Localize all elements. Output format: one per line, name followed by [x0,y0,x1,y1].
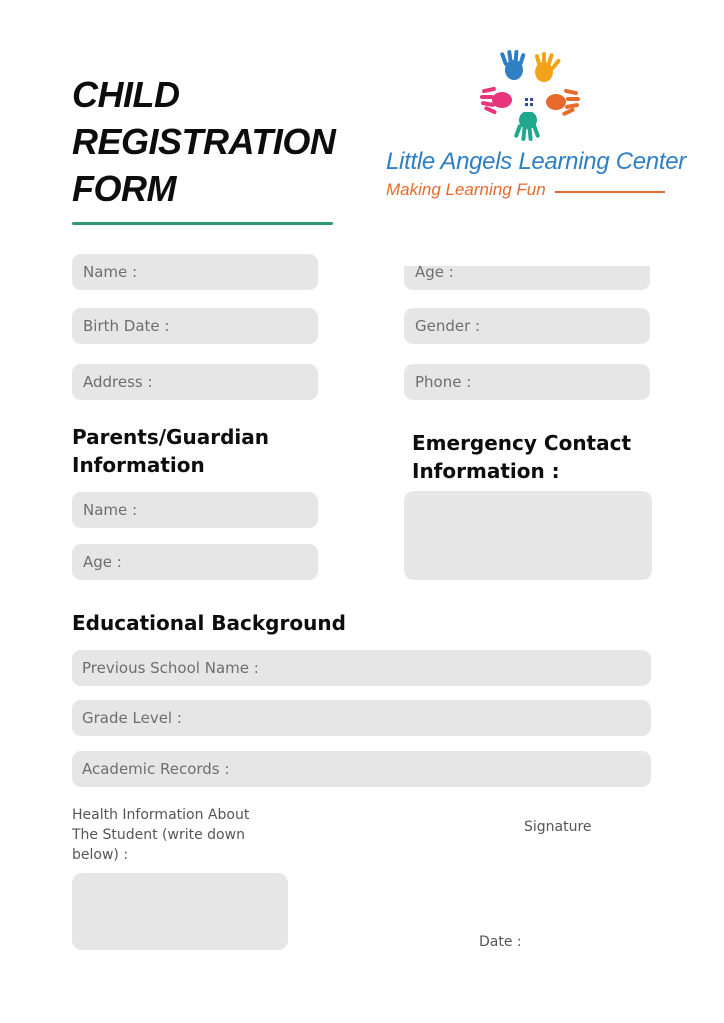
child-age-field[interactable] [404,266,650,290]
parent-age-label: Age : [83,553,122,571]
pink-hand-icon [480,87,512,115]
parent-age-field[interactable] [72,544,318,580]
logo-tagline: Making Learning Fun [386,180,546,199]
emergency-heading-line-2: Information : [412,459,560,483]
address-label: Address : [83,373,153,391]
date-label: Date : [479,934,522,950]
parent-name-field[interactable] [72,492,318,528]
form-title-line-2: REGISTRATION [72,121,336,162]
grade-level-label: Grade Level : [82,709,182,727]
phone-field[interactable] [404,364,650,400]
house-icon [514,82,544,112]
emergency-contact-box[interactable] [404,491,652,580]
health-info-line-3: below) : [72,847,129,863]
orange-hand-icon [546,89,580,117]
birth-date-field[interactable] [72,308,318,344]
gender-label: Gender : [415,317,481,335]
logo-center-name: Little Angels Learning Center [386,148,686,175]
form-title-line-3: FORM [72,168,176,209]
grade-level-field[interactable] [72,700,651,736]
title-underline [72,222,333,225]
child-age-label: Age : [415,266,454,281]
education-heading: Educational Background [72,611,346,635]
child-name-label: Name : [83,263,138,281]
previous-school-field[interactable] [72,650,651,686]
hands-house-logo [480,50,580,142]
academic-records-field[interactable] [72,751,651,787]
health-info-line-1: Health Information About [72,807,250,823]
signature-label: Signature [524,819,592,835]
gender-field[interactable] [404,308,650,344]
form-title-line-1: CHILD [72,74,180,115]
teal-hand-icon [514,111,541,141]
health-info-box[interactable] [72,873,288,950]
parents-heading-line-2: Information [72,453,205,477]
academic-records-label: Academic Records : [82,760,230,778]
phone-label: Phone : [415,373,472,391]
previous-school-label: Previous School Name : [82,659,259,677]
blue-hand-icon [500,50,526,80]
emergency-heading-line-1: Emergency Contact [412,431,632,455]
child-name-field[interactable] [72,254,318,290]
address-field[interactable] [72,364,318,400]
yellow-hand-icon [535,52,562,82]
logo-tagline-rule [555,191,665,193]
birth-date-label: Birth Date : [83,317,170,335]
health-info-line-2: The Student (write down [72,827,245,843]
parent-name-label: Name : [83,501,138,519]
parents-heading-line-1: Parents/Guardian [72,425,269,449]
